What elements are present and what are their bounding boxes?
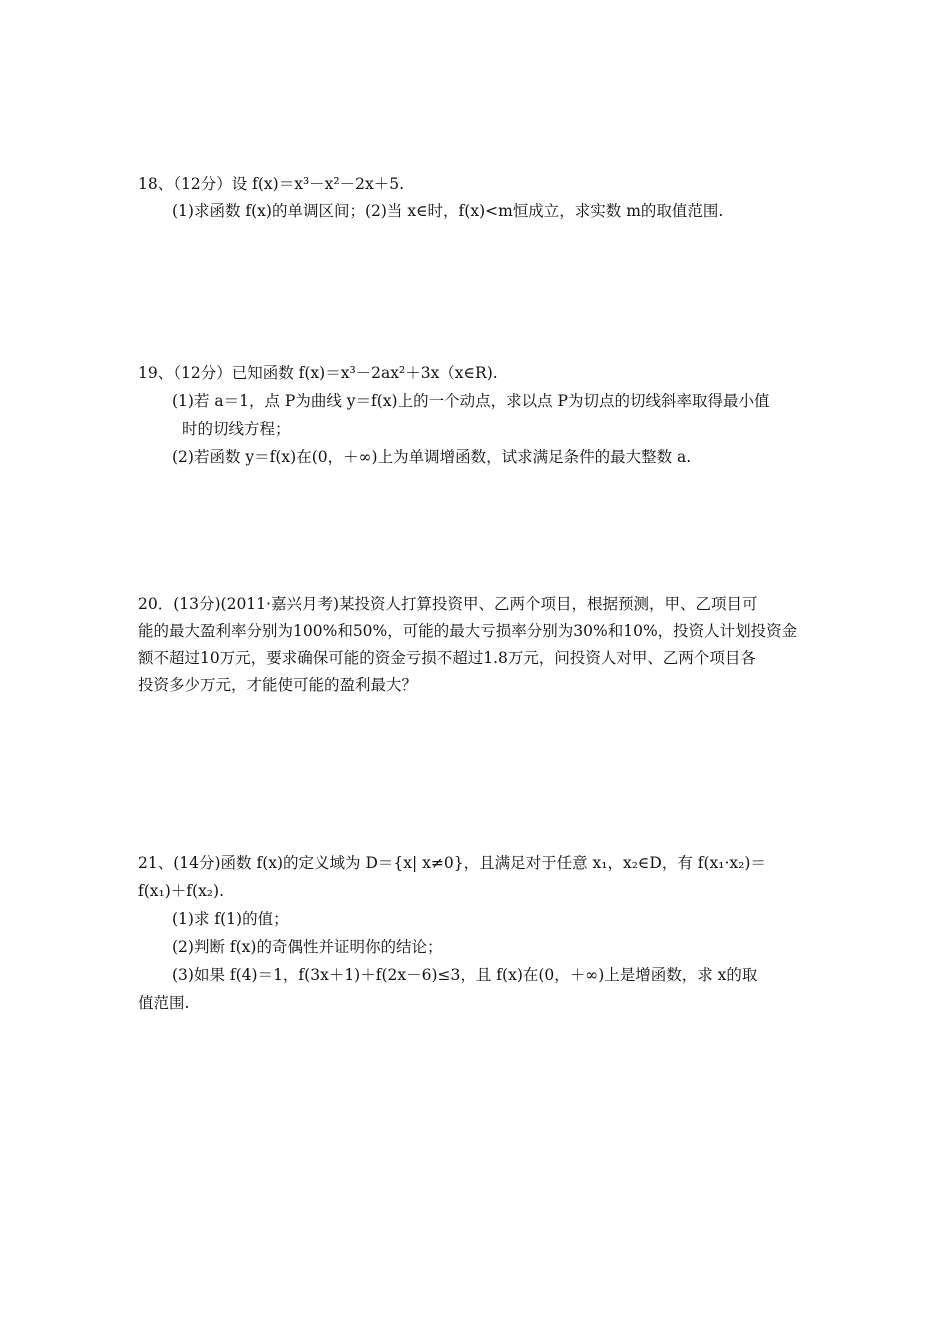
problem-20-line: 投资多少万元，才能使可能的盈利最大？ bbox=[138, 676, 418, 694]
problem-19-line: (2)若函数 y＝f(x)在(0，＋∞)上为单调增函数，试求满足条件的最大整数 a. bbox=[172, 448, 692, 466]
problem-19-heading: 19、（12分）已知函数 f(x)＝x³－2ax²＋3x（x∈R). bbox=[138, 364, 498, 382]
problem-20-line: 额不超过10万元，要求确保可能的资金亏损不超过1.8万元，问投资人对甲、乙两个项目各 bbox=[138, 649, 756, 667]
problem-21-heading: 21、(14分)函数 f(x)的定义域为 D＝{x| x≠0}，且满足对于任意 x₁，x₂∈D，有 f(x₁·x₂)＝ bbox=[138, 854, 766, 872]
problem-21-line: (2)判断 f(x)的奇偶性并证明你的结论； bbox=[172, 938, 443, 956]
problem-18-line: (1)求函数 f(x)的单调区间；(2)当 x∈时，f(x)<m恒成立，求实数 m的取值范围. bbox=[172, 202, 724, 220]
problem-21-line: (3)如果 f(4)＝1，f(3x＋1)＋f(2x－6)≤3，且 f(x)在(0，＋∞)上是增函数，求 x的取 bbox=[172, 966, 758, 984]
problem-18-heading: 18、（12分）设 f(x)＝x³－x²－2x＋5. bbox=[138, 175, 404, 193]
problem-19-line: 时的切线方程； bbox=[182, 420, 291, 438]
problem-20-heading: 20．(13分)(2011·嘉兴月考)某投资人打算投资甲、乙两个项目，根据预测，甲、乙项目可 bbox=[138, 595, 758, 613]
problem-21-line: f(x₁)＋f(x₂). bbox=[138, 882, 224, 900]
problem-19-line: (1)若 a＝1，点 P为曲线 y＝f(x)上的一个动点，求以点 P为切点的切线斜率取得最小值 bbox=[172, 392, 770, 410]
problem-21-line: 值范围. bbox=[138, 994, 190, 1012]
problem-20-line: 能的最大盈利率分别为100%和50%，可能的最大亏损率分别为30%和10%，投资人计划投资金 bbox=[138, 622, 798, 640]
problem-21-line: (1)求 f(1)的值； bbox=[172, 910, 289, 928]
